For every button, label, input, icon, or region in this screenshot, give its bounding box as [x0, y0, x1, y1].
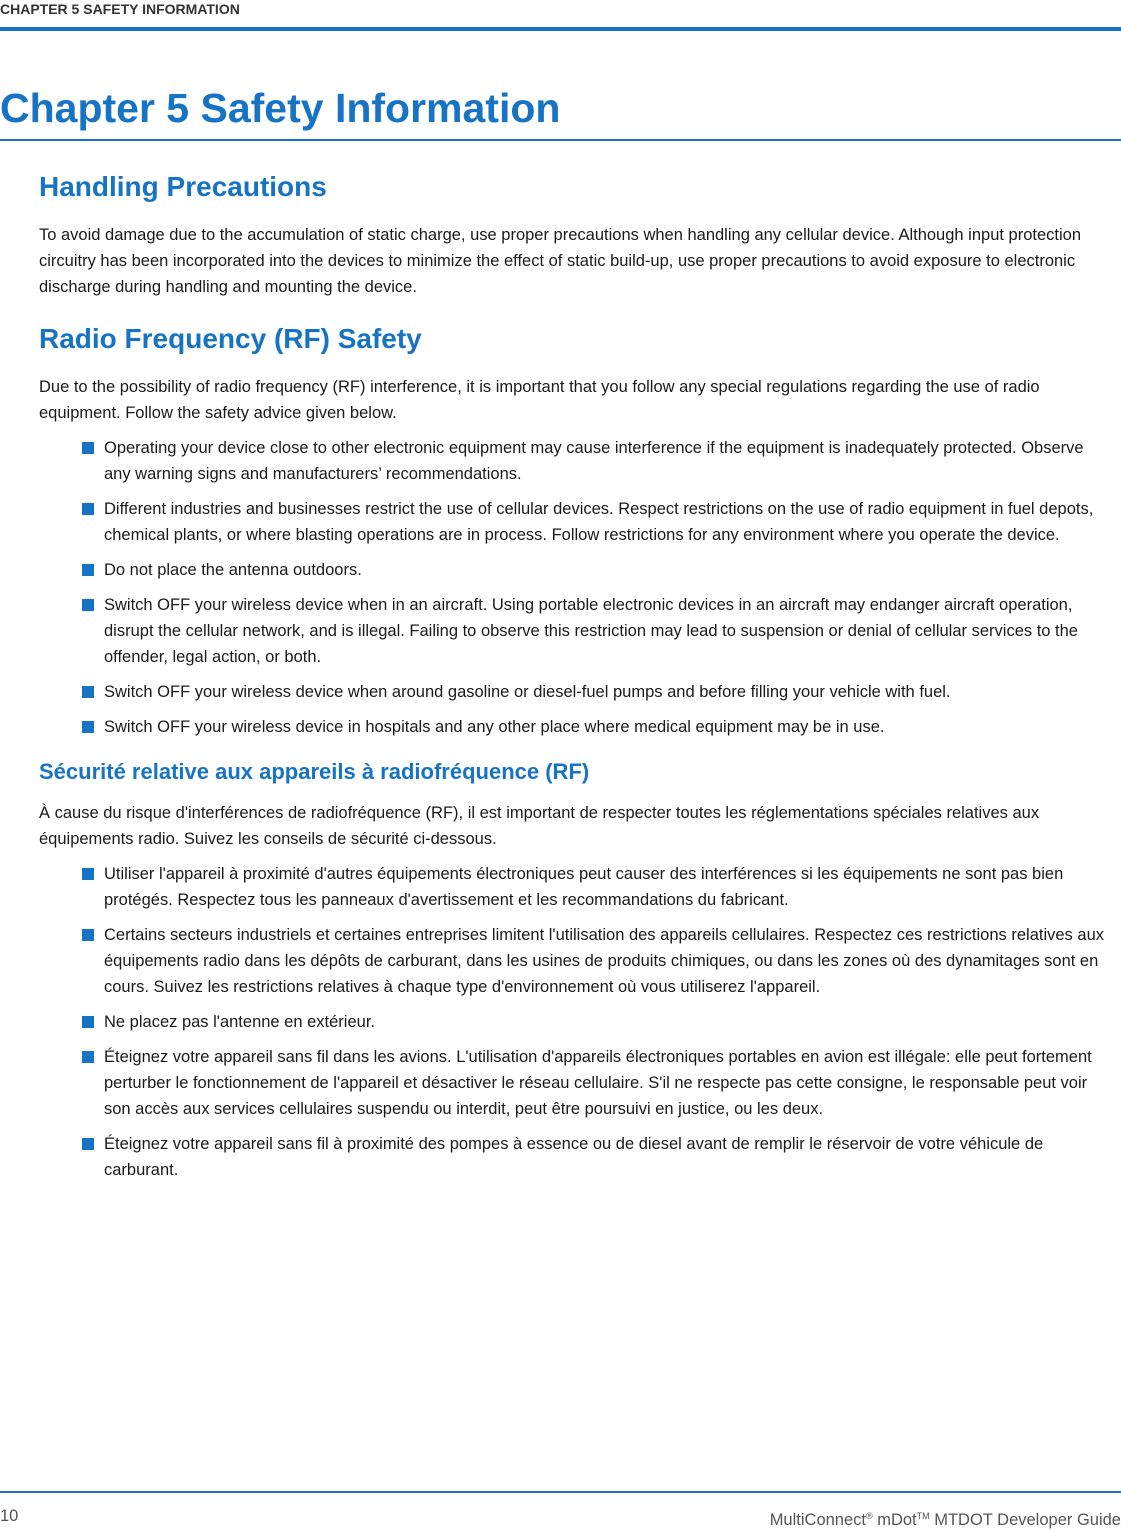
- footer-product-title: [770, 1506, 1121, 1530]
- rf-safety-list: [39, 435, 1113, 740]
- square-bullet-icon: [82, 564, 94, 576]
- square-bullet-icon: [82, 929, 94, 941]
- square-bullet-icon: [82, 721, 94, 733]
- rf-securite-section: [39, 752, 1113, 1183]
- list-item-text: Éteignez votre appareil sans fil dans les avions. L'utilisation d'appareils électroniques portables en avion est illégale: elle peut fortement perturber le fonctionnement de l'appareil et désactiver le réseau cellulaire. S'il ne respecte pas cette consigne, le responsable peut voir son accès aux services cellulaires suspendu ou interdit, peut être poursuivi en justice, ou les deux.: [104, 1048, 1092, 1118]
- header-rule: [0, 27, 1121, 31]
- page-number: 10: [0, 1507, 19, 1525]
- list-item: [39, 1131, 1113, 1183]
- list-item: [39, 1044, 1113, 1122]
- square-bullet-icon: [82, 599, 94, 611]
- rf-securite-heading: Sécurité relative aux appareils à radiofréquence (RF): [39, 759, 590, 784]
- list-item: [39, 592, 1113, 670]
- list-item-text: Ne placez pas l'antenne en extérieur.: [104, 1013, 375, 1031]
- list-item: [39, 679, 1113, 705]
- list-item-text: Certains secteurs industriels et certaines entreprises limitent l'utilisation des appareils cellulaires. Respectez ces restrictions relatives aux équipements radio dans les dépôts de carburant, dans les usines de produits chimiques, ou dans les zones où des dynamitages sont en cours. Suivez les restrictions relatives à chaque type d'environnement où vous utiliserez l'appareil.: [104, 926, 1104, 996]
- chapter-title: Chapter 5 Safety Information: [0, 85, 561, 131]
- list-item-text: Operating your device close to other electronic equipment may cause interference if the equipment is inadequately protected. Observe any warning signs and manufacturers’ recommendations.: [104, 439, 1084, 483]
- footer-product-prefix: MultiConnect: [769, 1511, 866, 1529]
- square-bullet-icon: [82, 503, 94, 515]
- page-content: [39, 160, 1113, 1183]
- running-head: CHAPTER 5 SAFETY INFORMATION: [0, 1, 240, 17]
- list-item-text: Switch OFF your wireless device in hospitals and any other place where medical equipment may be in use.: [104, 718, 885, 736]
- list-item: [39, 557, 1113, 583]
- footer-product-name: mDot: [872, 1511, 917, 1529]
- rf-securite-list: [39, 861, 1113, 1183]
- list-item-text: Switch OFF your wireless device when in an aircraft. Using portable electronic devices in an aircraft may endanger aircraft operation, disrupt the cellular network, and is illegal. Failing to observe this restriction may lead to suspension or denial of cellular services to the offender, legal action, or both.: [104, 596, 1078, 666]
- list-item: [39, 922, 1113, 1000]
- square-bullet-icon: [82, 868, 94, 880]
- handling-precautions-section: [39, 160, 1113, 300]
- list-item: [39, 496, 1113, 548]
- list-item-text: Utiliser l'appareil à proximité d'autres équipements électroniques peut causer des interférences si les équipements ne sont pas bien protégés. Respectez tous les panneaux d'avertissement et les recommandations du fabricant.: [104, 865, 1064, 909]
- rf-safety-heading: Radio Frequency (RF) Safety: [39, 323, 422, 354]
- rf-securite-intro: À cause du risque d'interférences de radiofréquence (RF), il est important de respecter toutes les réglementations spéciales relatives aux équipements radio. Suivez les conseils de sécurité ci-dessous.: [39, 804, 1040, 848]
- square-bullet-icon: [82, 1138, 94, 1150]
- list-item: [39, 714, 1113, 740]
- rf-safety-section: [39, 312, 1113, 740]
- rf-safety-intro: Due to the possibility of radio frequency (RF) interference, it is important that you follow any special regulations regarding the use of radio equipment. Follow the safety advice given below.: [39, 378, 1040, 422]
- square-bullet-icon: [82, 1016, 94, 1028]
- square-bullet-icon: [82, 1051, 94, 1063]
- list-item: [39, 1009, 1113, 1035]
- list-item-text: Do not place the antenna outdoors.: [104, 561, 362, 579]
- list-item-text: Éteignez votre appareil sans fil à proximité des pompes à essence ou de diesel avant de remplir le réservoir de votre véhicule de carburant.: [104, 1135, 1044, 1179]
- list-item: [39, 435, 1113, 487]
- square-bullet-icon: [82, 442, 94, 454]
- list-item-text: Switch OFF your wireless device when around gasoline or diesel-fuel pumps and before filling your vehicle with fuel.: [104, 683, 951, 701]
- footer-product-suffix: MTDOT Developer Guide: [929, 1511, 1121, 1529]
- registered-mark: ®: [865, 1511, 873, 1521]
- square-bullet-icon: [82, 686, 94, 698]
- list-item-text: Different industries and businesses restrict the use of cellular devices. Respect restrictions on the use of radio equipment in fuel depots, chemical plants, or where blasting operations are in process. Follow restrictions for any environment where you operate the device.: [104, 500, 1094, 544]
- list-item: [39, 861, 1113, 913]
- footer-rule: [0, 1491, 1121, 1493]
- handling-precautions-body: To avoid damage due to the accumulation of static charge, use proper precautions when handling any cellular device. Although input protection circuitry has been incorporated into the devices to minimize the effect of static build-up, use proper precautions to avoid exposure to electronic discharge during handling and mounting the device.: [39, 226, 1081, 296]
- chapter-title-rule: [0, 139, 1121, 141]
- trademark-mark: TM: [916, 1511, 930, 1521]
- handling-precautions-heading: Handling Precautions: [39, 171, 327, 202]
